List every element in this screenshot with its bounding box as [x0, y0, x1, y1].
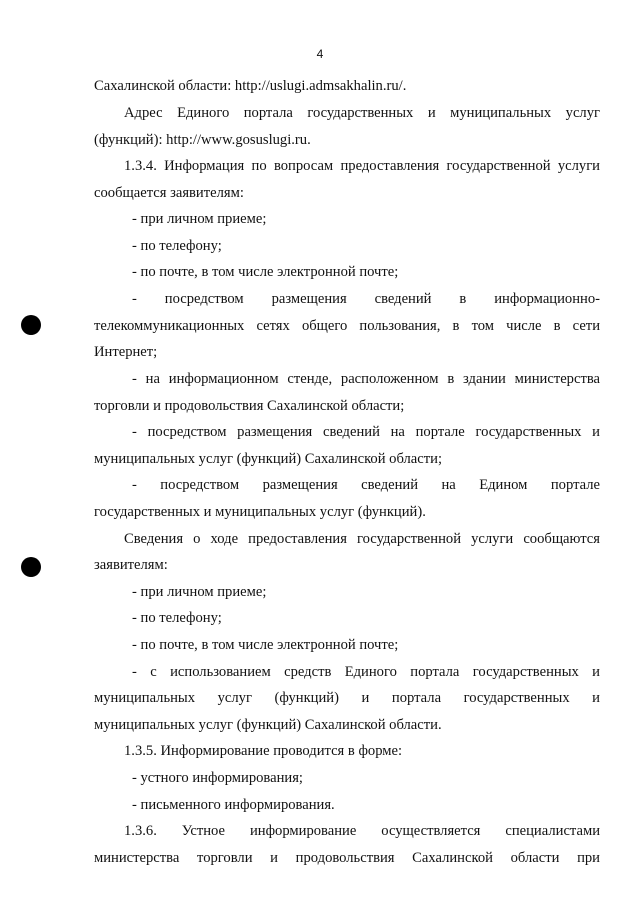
- text-line: муниципальных услуг (функций) и портала государственных и: [94, 690, 600, 706]
- text-line: заявителям:: [94, 557, 168, 573]
- text-line: Сахалинской области: http://uslugi.admsakhalin.ru/.: [94, 78, 407, 94]
- page-number: 4: [316, 47, 324, 61]
- list-item: - по почте, в том числе электронной почте;: [132, 264, 399, 280]
- list-item: - посредством размещения сведений на Едином портале: [132, 477, 600, 493]
- punch-hole: [21, 557, 41, 577]
- text-line: муниципальных услуг (функций) Сахалинской области;: [94, 451, 443, 467]
- list-item: - на информационном стенде, расположенном в здании министерства: [132, 371, 600, 387]
- text-line: 1.3.5. Информирование проводится в форме:: [124, 743, 403, 759]
- text-line: Адрес Единого портала государственных и муниципальных услуг: [124, 105, 600, 121]
- text-line: муниципальных услуг (функций) Сахалинской области.: [94, 717, 442, 733]
- list-item: - по почте, в том числе электронной почте;: [132, 637, 399, 653]
- text-line: Интернет;: [94, 344, 158, 360]
- text-line: сообщается заявителям:: [94, 185, 244, 201]
- text-line: государственных и муниципальных услуг (функций).: [94, 504, 426, 520]
- text-line: министерства торговли и продовольствия Сахалинской области при: [94, 850, 600, 866]
- list-item: - по телефону;: [132, 238, 222, 254]
- list-item: - по телефону;: [132, 610, 222, 626]
- list-item: - устного информирования;: [132, 770, 303, 786]
- text-line: торговли и продовольствия Сахалинской области;: [94, 398, 405, 414]
- text-line: 1.3.6. Устное информирование осуществляется специалистами: [124, 823, 600, 839]
- list-item: - посредством размещения сведений в информационно-: [132, 291, 600, 307]
- list-item: - с использованием средств Единого портала государственных и: [132, 664, 600, 680]
- list-item: - при личном приеме;: [132, 584, 267, 600]
- text-line: 1.3.4. Информация по вопросам предоставления государственной услуги: [124, 158, 600, 174]
- list-item: - посредством размещения сведений на портале государственных и: [132, 424, 600, 440]
- text-line: (функций): http://www.gosuslugi.ru.: [94, 132, 311, 148]
- list-item: - письменного информирования.: [132, 797, 335, 813]
- text-line: Сведения о ходе предоставления государственной услуги сообщаются: [124, 531, 600, 547]
- text-line: телекоммуникационных сетях общего пользования, в том числе в сети: [94, 318, 600, 334]
- punch-hole: [21, 315, 41, 335]
- list-item: - при личном приеме;: [132, 211, 267, 227]
